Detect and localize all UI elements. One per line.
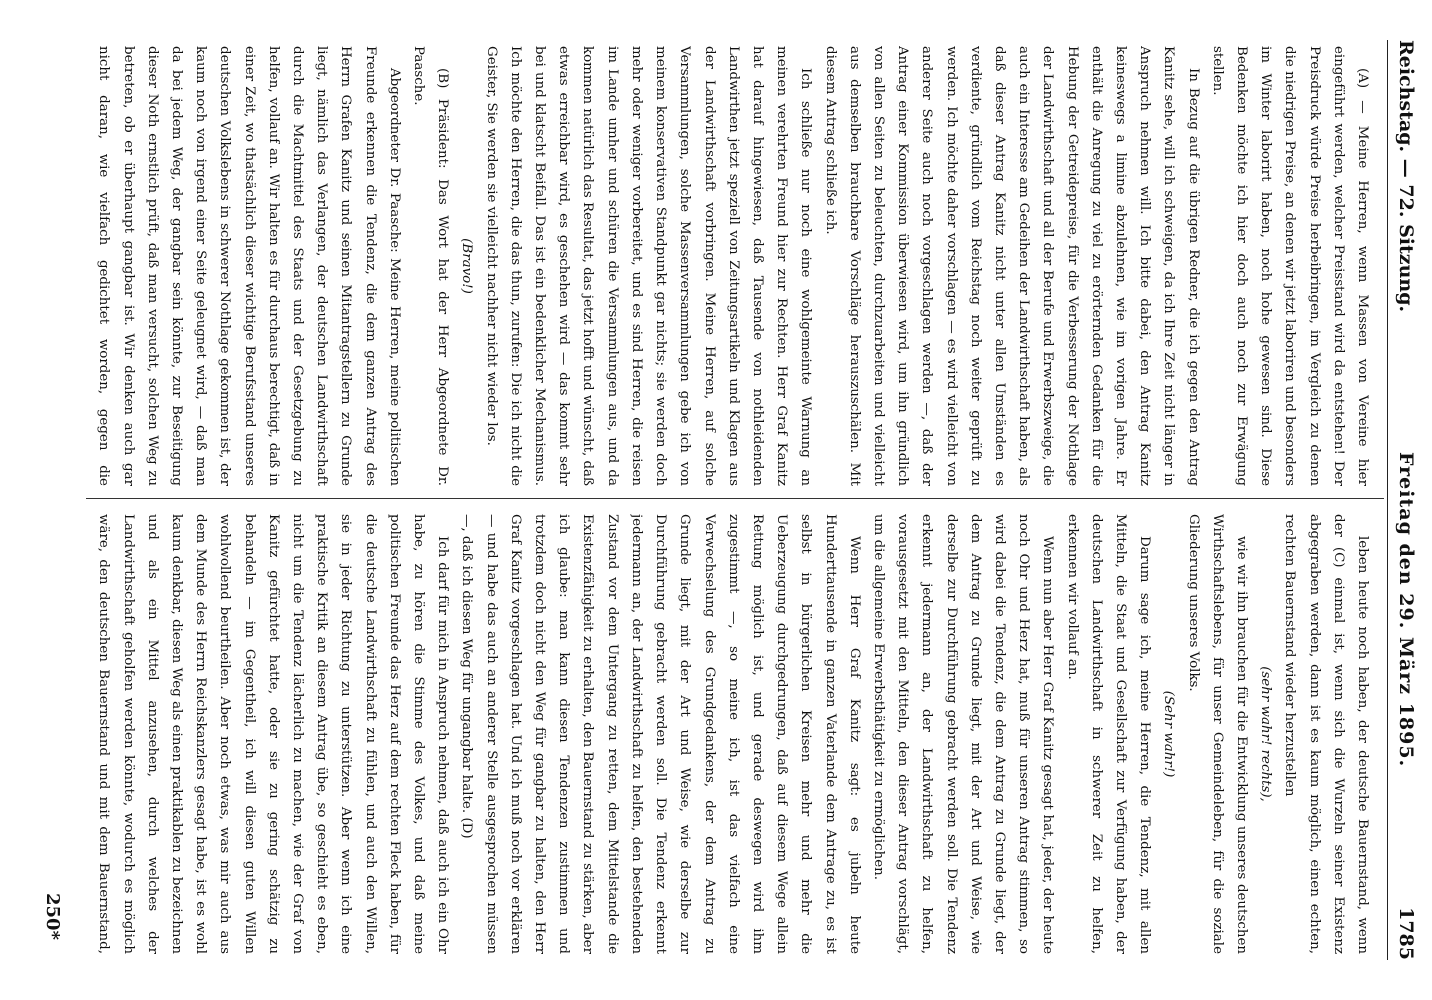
paragraph: Abgeordneter Dr. Paasche: Meine Herren, meine politischen Freunde erkennen die Tendenz, die dem ganzen Antrag des Herrn Grafen Kanitz und seinen Mitantragstellern zu Grunde liegt, nämlich das Verlangen, der deutschen Landwirthschaft durch die Machtmittel des Staats und der Gesetzgebung zu helfen, vollauf an. Wir halten es für durchaus berechtigt, daß in einer Zeit, wo thatsächlich dieser wichtige Berufsstand unseres deutschen Volkslebens in schwerer Nothlage gekommen ist, der kaum noch von irgend einer Seite geleugnet wird, — daß man da bei jedem Weg, der gangbar sein könnte, zur Beseitigung dieser Noth ernstlich prüft, daß man versucht, solchen Weg zu betreten, ob er überhaupt gangbar ist. Wir denken auch gar nicht daran, wie vielfach gedichtet worden, gegen die	[96, 46, 402, 486]
paragraph: In Bezug auf die übrigen Redner, die ich gegen den Antrag Kanitz sehe, will ich schweigen, da ich Ihre Zeit nicht länger in Anspruch nehmen will. Ich bitte dabei, den Antrag Kanitz keineswegs a limine abzulehnen, wie im vorigen Jahre. Er enthält die Anregung zu viel zu erörternden Gedanken für die Hebung der Getreidepreise, für die Verbesserung der Nothlage der Landwirthschaft und all der Berufe und Erwerbszweige, die auch ein Interesse am Gedeihen der Landwirthschaft haben, als daß dieser Antrag Kanitz nicht unter allen Umständen es verdiente, gründlich vom Reichstag noch weiter geprüft zu werden. Ich möchte daher vorschlagen — es wird vielleicht von anderer Seite auch noch vorgeschlagen werden —, daß der Antrag einer Kommission überwiesen wird, um ihn gründlich von allen Seiten zu beleuchten, durchzuarbeiten und vielleicht aus demselben brauchbare Vorschläge herauszuschälen. Mit diesem Antrag schließe ich.	[822, 46, 1201, 486]
signature-mark: 250*	[42, 893, 63, 940]
right-column	[90, 514, 1374, 954]
left-column	[90, 46, 1374, 486]
paragraph: Ich darf für mich in Anspruch nehmen, daß auch ich ein Ohr habe, zu hören die Stimme des Volkes, und daß meine politischen Freunde das Herz auf dem rechten Fleck haben, für die deutsche Landwirthschaft zu fühlen, und auch den Willen, sie in jeder Richtung zu unterstützen. Aber wenn ich eine praktische Kritik an diesem Antrag übe, so geschieht es eben, nicht um die Tendenz lächerlich zu machen, wie der Graf von Kanitz gefürchtet hatte, oder sie zu gering schätzig zu behandeln — im Gegentheil, ich will diesen guten Willen wohlwollend beurtheilen. Aber noch etwas, was mir auch aus dem Munde des Herrn Reichskanzlers gesagt habe, ist es wohl kaum denkbar, diesen Weg als einen praktikablen zu bezeichnen und als ein Mittel anzusehen, durch welches der Landwirthschaft geholfen werden könnte, wodurch es möglich wäre, den deutschen Bauernstand und mit dem Bauernstand,	[96, 514, 451, 954]
paragraph: wie wir ihn brauchen für die Entwicklung unseres deutschen Wirthschaftslebens, für unser Gemeindeleben, für die soziale Gliederung unseres Volks.	[1185, 514, 1249, 954]
paragraph: Darum sage ich, meine Herren, die Tendenz, mit allen Mitteln, die Staat und Gesellschaft zur Verfügung haben, der deutschen Landwirthschaft in schwerer Zeit zu helfen, erkennen wir vollauf an.	[1064, 514, 1153, 954]
paragraph: Ich schließe nur noch eine wohlgemeinte Warnung an meinen verehrten Freund hier zur Rechten. Herr Graf Kanitz hat darauf hingewiesen, daß Tausende von nothleidenden Landwirthen jetzt speziell von Zeitungsartikeln und Klagen aus der Landwirthschaft vorbringen. Meine Herren, auf solche Versammlungen, solche Massenversammlungen gebe ich von meinem konservativen Standpunkt gar nichts; sie werden doch mehr oder weniger vorbereitet, und es sind Herren, die reisen im Lande umher und schüren die Versammlungen aus, und da kommen natürlich das Resultat, das jetzt hofft und wünscht, daß etwas erreichbar wird, es geschehen wird — das kommt sehr bei und klatscht Beifall. Das ist ein bedenklicher Mechanismus. Ich möchte den Herren, die das thun, zurufen: Die ich nicht die Geister, Sie werden sie vielleicht nachher nicht wieder los.	[483, 46, 814, 486]
column-divider	[86, 498, 1384, 499]
interjection: (Bravo!)	[459, 238, 475, 294]
page-header	[1387, 40, 1424, 960]
interjection: (sehr wahr! rechts),	[1258, 666, 1274, 802]
paragraph: Wenn nun aber Herr Graf Kanitz gesagt hat, jeder, der heute noch Ohr und Herz hat, muß für unseren Antrag stimmen, so wird dabei die Tendenz, die dem Antrag zu Grunde liegt, der dem Antrag zu Grunde liegt, mit der Art und Weise, wie derselbe zur Durchführung gebracht werden soll. Die Tendenz erkennt jedermann an, der Landwirthschaft zu helfen, vorausgesetzt mit den Mitteln, den dieser Antrag vorschlägt, um die allgemeine Erwerbsthätigkeit zu ermöglichen.	[870, 514, 1056, 954]
header-left: Reichstag. — 72. Sitzung.	[1395, 40, 1417, 313]
interjection: (Sehr wahr!)	[1161, 690, 1177, 778]
paragraph: (B) Präsident: Das Wort hat der Herr Abgeordnete Dr. Paasche.	[411, 46, 451, 486]
paragraph: leben heute noch haben, der deutsche Bauernstand, wenn der (C) einmal ist, wenn sich die Wurzeln seiner Existenz abgegraben werden, dann ist es kaum möglich, einen echten, rechten Bauernstand wieder herzustellen	[1282, 514, 1370, 954]
paragraph: (A) — Meine Herren, wenn Massen von Vereine hier eingeführt werden, welcher Preisstand wird da entstehen! Der Preisdruck würde Preise herbeibringen, im Vergleich zu denen die niedrigen Preise, an denen wir jetzt laboriren und besonders im Winter laborirt haben, noch hohe gewesen sind. Diese Bedenken möchte ich hier doch auch noch zur Erwägung stellen.	[1209, 46, 1370, 486]
page-number: 1785	[1395, 907, 1417, 960]
header-center: Freitag den 29. März 1895.	[1395, 452, 1417, 768]
paragraph: Wenn Herr Graf Kanitz sagt: es jubeln heute Hunderttausende in ganzen Vaterlande dem Antrage zu, es ist selbst in bürgerlichen Kreisen mehr und mehr die Ueberzeugung durchgedrungen, daß auf diesem Wege allein Rettung möglich ist, und gerade deswegen wird ihm zugestimmt —, so meine ich, ist das vielfach eine Verwechselung des Grundgedankens, der dem Antrag zu Grunde liegt, mit der Art und Weise, wie derselbe zur Durchführung gebracht werden soll. Die Tendenz erkennt jedermann an, der Landwirthschaft zu helfen, den bestehenden Zustand vor dem Untergang zu retten, dem Mittelstande die Existenzfähigkeit zu erhalten, den Bauernstand zu stärken, aber ich glaube: man kann diesen Tendenzen zustimmen und trotzdem doch nicht den Weg für gangbar zu halten, den Herr Graf Kanitz vorgeschlagen hat. Und ich muß noch vor erklären — und habe das auch an anderer Stelle ausgesprochen müssen —, daß ich diesen Weg für ungangbar halte. (D)	[459, 514, 862, 954]
